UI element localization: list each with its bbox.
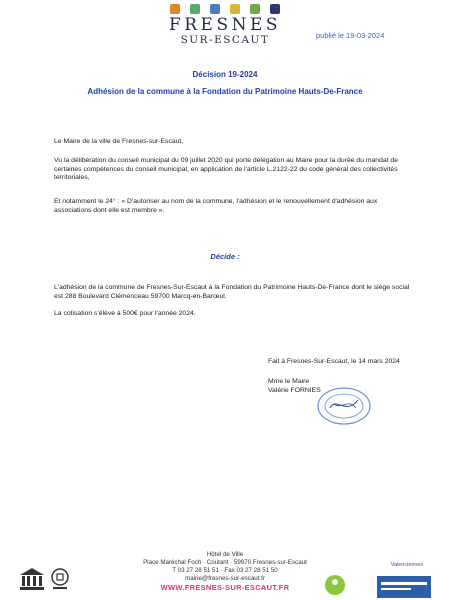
official-stamp xyxy=(316,386,372,426)
footer-line-3: T 03 27 28 51 51 · Fax 03 27 28 51 50 xyxy=(172,567,278,574)
signatory-name: Valérie FORNIES xyxy=(268,387,321,394)
fee-paragraph: La cotisation s'élève à 500€ pour l'année 2024. xyxy=(54,310,196,317)
leaf-icon xyxy=(250,4,260,14)
place-date: Fait à Fresnes-Sur-Escaut, le 14 mars 2024 xyxy=(268,358,400,365)
unesco-icon xyxy=(18,566,46,592)
decide-heading: Décide : xyxy=(210,252,240,261)
church-icon xyxy=(190,4,200,14)
town-logo-title: FRESNES xyxy=(168,15,282,35)
decision-subject: Adhésion de la commune à la Fondation du Patrimoine Hauts-De-France xyxy=(87,87,363,96)
footer-line-2: Place Maréchal Foch · Coutant · 59970 Fresnes-sur-Escaut xyxy=(143,559,307,566)
green-badge-icon xyxy=(323,574,347,596)
mine-icon xyxy=(270,4,280,14)
town-logo-subtitle: SUR-ESCAUT xyxy=(180,34,270,46)
book-icon xyxy=(230,4,240,14)
heritage-emblem-icon xyxy=(50,567,70,591)
people-icon xyxy=(210,4,220,14)
membership-paragraph: L'adhésion de la commune de Fresnes-Sur-Escaut à la Fondation du Patrimoine Hauts-De-France dont le siège social est 288 Boulevard Clémenceau 59700 Marcq-en-Barœul. xyxy=(54,284,410,300)
considering-paragraph: Vu la délibération du conseil municipal du 09 juillet 2020 qui porte délégation au Maire pour la durée du mandat de certaines compétences du conseil municipal, en application de l'article L.2122-22 du code général des collectivités territoriales, xyxy=(54,157,398,182)
footer-line-4: mairie@fresnes-sur-escaut.fr xyxy=(185,575,265,582)
valenciennes-label: Valenciennes xyxy=(390,562,424,568)
valenciennes-logo-icon xyxy=(377,572,431,598)
signatory-role: Mme le Maire xyxy=(268,378,310,385)
website-link[interactable]: WWW.FRESNES-SUR-ESCAUT.FR xyxy=(160,583,290,592)
intro-paragraph: Le Maire de la ville de Fresnes-sur-Escaut, xyxy=(54,138,184,145)
publication-date: publié le 19-03-2024 xyxy=(316,31,385,40)
footer-line-1: Hôtel de Ville xyxy=(206,551,244,558)
delegation-paragraph: Et notamment le 24° : « D'autoriser au nom de la commune, l'adhésion et le renouvellement d'adhésion aux associations dont elle est membre ». xyxy=(54,198,378,214)
heritage-icon xyxy=(170,4,180,14)
decision-number: Décision 19-2024 xyxy=(192,70,258,79)
